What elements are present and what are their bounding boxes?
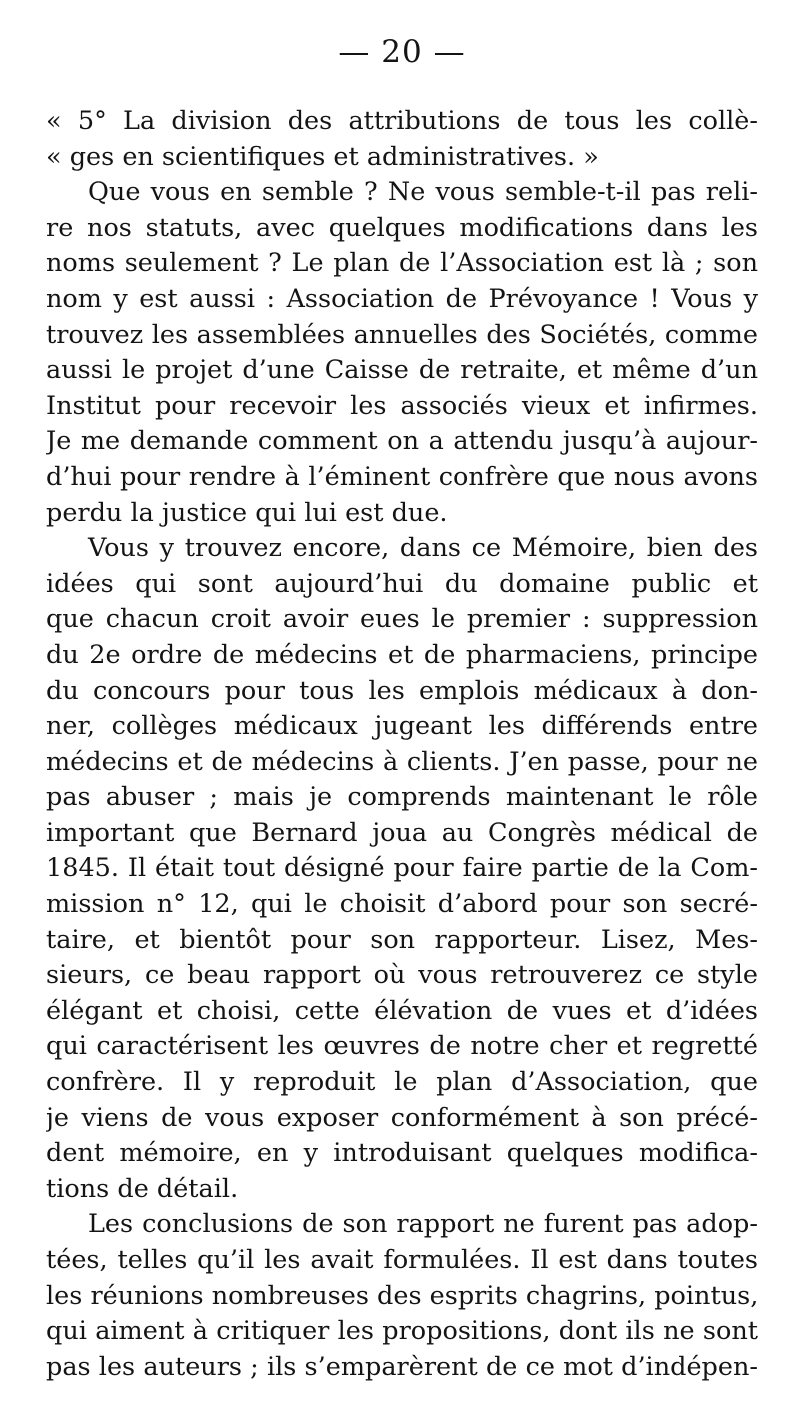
body-text (46, 104, 758, 1385)
text-line: nom y est aussi : Association de Prévoyance ! Vous y (46, 283, 758, 314)
text-line: Institut pour recevoir les associés vieux et infirmes. (46, 390, 758, 421)
text-line: ner, collèges médicaux jugeant les différends entre (46, 711, 758, 742)
text-line: confrère. Il y reproduit le plan d’Association, que (46, 1067, 758, 1098)
text-line: les réunions nombreuses des esprits chagrins, pointus, (46, 1280, 758, 1311)
text-line: tions de détail. (46, 1173, 239, 1204)
text-line: trouvez les assemblées annuelles des Sociétés, comme (46, 319, 758, 350)
text-line: médecins et de médecins à clients. J’en passe, pour ne (46, 746, 758, 777)
text-line: noms seulement ? Le plan de l’Association est là ; son (46, 248, 758, 279)
text-line: élégant et choisi, cette élévation de vues et d’idées (46, 995, 758, 1026)
text-line: du concours pour tous les emplois médicaux à don- (46, 675, 758, 706)
text-line: aussi le projet d’une Caisse de retraite, et même d’un (46, 355, 758, 386)
text-line: mission n° 12, qui le choisit d’abord pour son secré- (46, 889, 758, 920)
text-line: d’hui pour rendre à l’éminent confrère que nous avons (46, 461, 758, 492)
text-line: Que vous en semble ? Ne vous semble-t-il pas reli- (88, 177, 758, 208)
text-line: tées, telles qu’il les avait formulées. Il est dans toutes (46, 1245, 758, 1275)
text-line: Vous y trouvez encore, dans ce Mémoire, bien des (88, 533, 758, 564)
text-line: perdu la justice qui lui est due. (46, 497, 448, 528)
text-line: Les conclusions de son rapport ne furent pas adop- (88, 1209, 758, 1240)
text-line: qui aiment à critiquer les propositions, dont ils ne sont (46, 1316, 758, 1347)
page-number: — 20 — (338, 34, 466, 70)
text-line: que chacun croit avoir eues le premier : suppression (46, 604, 758, 635)
text-line: pas les auteurs ; ils s’emparèrent de ce mot d’indépen- (46, 1351, 758, 1382)
text-line: re nos statuts, avec quelques modifications dans les (46, 212, 758, 243)
text-line: 1845. Il était tout désigné pour faire partie de la Com- (46, 853, 758, 884)
text-line: idées qui sont aujourd’hui du domaine public et (46, 568, 758, 599)
text-line: pas abuser ; mais je comprends maintenant le rôle (46, 782, 758, 813)
text-line: « ges en scientifiques et administratives. » (46, 141, 599, 172)
text-line: je viens de vous exposer conformément à son précé- (46, 1102, 758, 1133)
text-line: sieurs, ce beau rapport où vous retrouverez ce style (46, 960, 758, 991)
text-line: du 2e ordre de médecins et de pharmaciens, principe (46, 639, 758, 670)
text-line: taire, et bientôt pour son rapporteur. Lisez, Mes- (46, 924, 758, 955)
text-line: important que Bernard joua au Congrès médical de (46, 817, 758, 848)
text-line: Je me demande comment on a attendu jusqu’à aujour- (46, 426, 758, 457)
text-line: qui caractérisent les œuvres de notre cher et regretté (46, 1031, 758, 1062)
text-line: dent mémoire, en y introduisant quelques modifica- (46, 1138, 758, 1169)
text-line: « 5° La division des attributions de tous les collè- (46, 106, 758, 136)
